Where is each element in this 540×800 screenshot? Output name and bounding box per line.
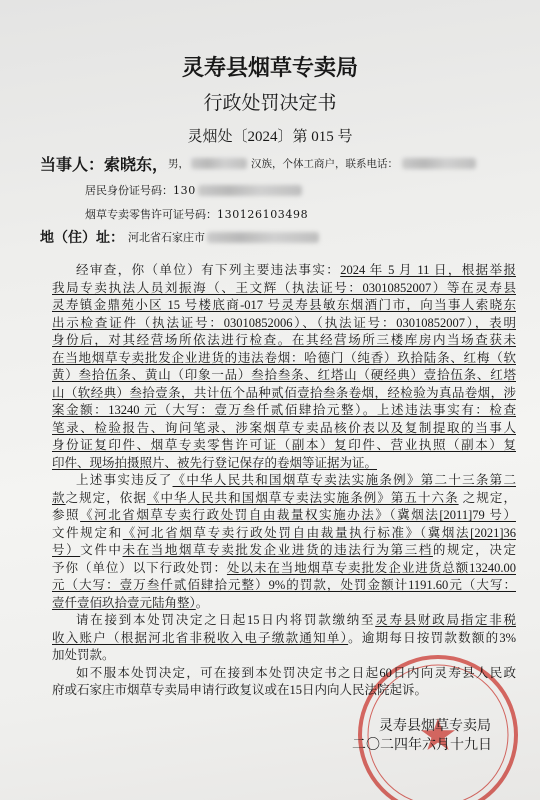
- redacted-blur: [191, 158, 247, 169]
- underlined-fill-text: 灵寿县财政局指定非税: [375, 613, 516, 627]
- redacted-blur: [207, 232, 319, 243]
- underlined-fill-text: 号）: [52, 543, 81, 557]
- body-text: 府或石家庄市烟草专卖局申请行政复议或在15日内向人民法院起诉。: [52, 683, 428, 697]
- underlined-fill-text: 出示检查证件（执法证号：03010852006）、（执法证号：03010852007），表明: [52, 315, 516, 330]
- party-label: 当事人：: [40, 154, 105, 174]
- underlined-fill-text: 山（软经典）叁拾壹条，共计伍个品种贰佰壹拾叁条卷烟，经检验为真品卷烟，涉: [52, 385, 516, 400]
- underlined-fill-text: 印件、现场拍摄照片、被先行登记保存的卷烟等证据为证。: [52, 455, 378, 470]
- body-text: 的规定，决定: [432, 543, 516, 557]
- party-name: 索晓东，: [104, 154, 169, 174]
- body-line: [52, 560, 516, 578]
- body-text: 请在接到本处罚决定之日起15日内将罚款缴纳至: [76, 613, 376, 627]
- signature-issuer: 灵寿县烟草专卖局: [379, 719, 491, 734]
- body-line: [52, 332, 516, 350]
- id-line: [85, 181, 302, 199]
- body-line: [52, 542, 516, 560]
- body-text: 。: [195, 595, 209, 610]
- body-text: 之规定，: [458, 490, 516, 505]
- party-gender: 男，: [168, 158, 190, 170]
- body-line: [52, 420, 516, 438]
- body-line: [52, 455, 516, 473]
- underlined-fill-text: 黄）叁拾伍条、黄山（印象一品）叁拾叁条、红塔山（硬经典）壹拾伍条、红塔: [52, 368, 516, 382]
- body-line: [52, 612, 516, 630]
- address-line: [40, 226, 319, 248]
- party-line: [40, 151, 476, 175]
- body-line: [52, 280, 516, 298]
- body-line: [52, 367, 516, 385]
- redacted-blur: [198, 185, 302, 196]
- license-line: [85, 205, 308, 223]
- body-line: [52, 315, 516, 333]
- body-line: [52, 525, 516, 543]
- address-text: 河北省石家庄市: [128, 232, 205, 244]
- underlined-fill-text: 2024 年 5 月 11 日，根据举报: [340, 263, 516, 277]
- issuer-heading: 灵寿县烟草专卖局: [181, 55, 358, 80]
- license-number: 130126103498: [217, 207, 309, 221]
- body-line: [52, 437, 516, 455]
- underlined-fill-text: 未在当地烟草专卖批发企业进货的违法行为第三档: [122, 543, 433, 557]
- body-text: 文件规定和: [52, 525, 123, 540]
- body-text: 。逾期每日按罚款数额的3%: [348, 630, 516, 645]
- underlined-fill-text: 处以未在当地烟草专卖批发企业进货总额13240.00: [226, 560, 516, 575]
- underlined-fill-text: 壹仟壹佰玖拾壹元陆角整）: [52, 595, 196, 610]
- body-line: [52, 297, 516, 315]
- underlined-fill-text: 《中华人民共和国烟草专卖法实施条例》第二十三条第二: [172, 473, 516, 487]
- party-details: 汉族，个体工商户，联系电话：: [251, 158, 399, 170]
- document-number: 灵烟处〔2024〕第 015 号: [187, 129, 353, 145]
- body-line: [52, 472, 516, 490]
- document-title: 行政处罚决定书: [203, 93, 337, 114]
- underlined-fill-text: 《河北省烟草专卖行政处罚自由裁量权实施办法》（冀烟法[2011]79 号）: [80, 508, 516, 522]
- body-text: 之规定，依据: [65, 490, 147, 505]
- body-line: [52, 595, 516, 613]
- underlined-fill-text: 身份证复印件、烟草专卖零售许可证（副本）复印件、营业执照（副本）复: [52, 438, 516, 452]
- body-text: 予你（单位）以下行政处罚：: [52, 560, 227, 575]
- signature-date: 二〇二四年六月十九日: [352, 738, 492, 753]
- underlined-fill-text: 笔录、检验报告、询问笔录、涉案烟草专卖品核价表以及复制提取的当事人: [52, 420, 516, 435]
- address-label: 地（住）址：: [40, 230, 124, 246]
- underlined-fill-text: 元（大写：壹万叁仟贰佰肆拾元整）9%的罚款，处罚金额计1191.60元（大写：: [52, 578, 516, 592]
- body-line: [52, 350, 516, 368]
- id-number: 130: [173, 183, 196, 197]
- decision-body: [52, 262, 516, 700]
- body-line: [52, 507, 516, 525]
- body-line: [52, 402, 516, 420]
- underlined-fill-text: 灵寿镇金鼎苑小区 15 号楼底商-017 号灵寿县敏东烟酒门市，向当事人索晓东: [52, 298, 516, 312]
- body-text: 参照: [52, 508, 81, 522]
- underlined-fill-text: 款: [52, 490, 66, 505]
- body-line: [52, 490, 516, 508]
- redacted-blur: [402, 158, 476, 169]
- body-paragraph: [52, 472, 516, 612]
- underlined-fill-text: 我局专卖执法人员刘振海（、王文辉（执法证号：03010852007）等在灵寿县: [52, 280, 516, 295]
- underlined-fill-text: 案金额：13240 元（大写：壹万叁仟贰佰肆拾元整）。上述违法事实有：检查: [52, 403, 516, 417]
- license-label: 烟草专卖零售许可证号码：: [85, 209, 217, 221]
- body-paragraph: [52, 262, 516, 472]
- underlined-fill-text: 《中华人民共和国烟草专卖法实施条例》第五十六条: [146, 490, 459, 505]
- underlined-fill-text: 在当地烟草专卖批发企业进货的违法卷烟：哈德门（纯香）玖拾陆条、红梅（软: [52, 350, 516, 365]
- underlined-fill-text: 身份后，对其经营场所依法进行检查。在其经营场所三楼库房内当场查获未: [52, 333, 516, 347]
- body-line: [52, 262, 516, 280]
- body-text: 经审查，你（单位）有下列主要违法事实：: [76, 263, 341, 277]
- body-text: 上述事实违反了: [76, 473, 173, 487]
- underlined-fill-text: 收入账户（根据河北省非税收入电子缴款通知单）: [52, 630, 349, 645]
- id-label: 居民身份证号码：: [85, 185, 173, 197]
- body-line: [52, 577, 516, 595]
- body-text: 文件中: [80, 543, 123, 557]
- underlined-fill-text: 《河北省烟草专卖行政处罚自由裁量执行标准》（冀烟法[2021]36: [122, 525, 516, 540]
- body-text: 加处罚款。: [52, 648, 115, 662]
- body-line: [52, 385, 516, 403]
- body-text: 如不服本处罚决定，可在接到本处罚决定书之日起60日内向灵寿县人民政: [76, 665, 516, 680]
